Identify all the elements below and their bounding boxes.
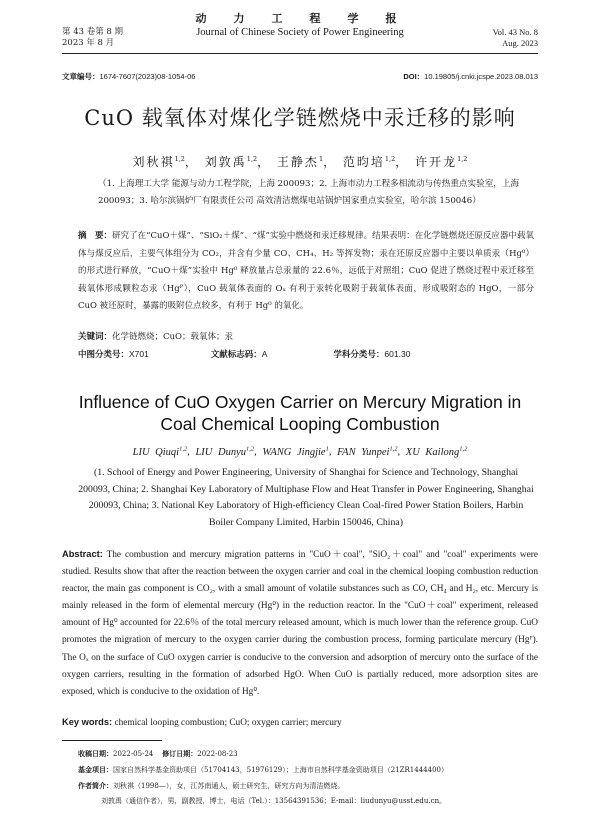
keywords-cn: [78, 330, 233, 342]
author-en: XU Kailong$^{1,2}$: [405, 445, 468, 458]
abstract-cn-text: 研究了在“CuO＋煤”、“SiO₂＋煤”、“煤”实验中燃烧和汞迁移规律。结果表明：在化学链燃烧还原反应器中载氧体与煤反应后，主要气体组分为 CO₂，并含有少量 CO、CH₄、H₂ 等挥发物；汞在还原反应器中主要以单质汞（Hg⁰）的形式进行释放，“CuO＋煤”实验中 Hg⁰ 释放量占总汞量的 22.6％，远低于对照组；CuO 促进了燃烧过程中汞迁移至载氧体形成颗粒态汞（Hgᴾ），CuO 载氧体表面的 Oₓ 有利于汞转化吸附于载氧体表面，形成吸附态的 HgO，一部分 CuO 被还原时，暴露的吸附位点较多，有利于 Hg⁰ 的氧化。: [78, 231, 534, 312]
received-date: 2022-05-24: [113, 750, 154, 758]
author-cn: 许开龙$^{1,2}$: [415, 155, 468, 169]
header-volume-en: [493, 27, 538, 49]
author-en: WANG Jingjie$^1$: [262, 445, 329, 458]
bio-label: 作者简介：: [78, 781, 113, 790]
author-cn: 王静杰$^1$: [276, 155, 324, 169]
article-number-value: 1674-7607(2023)08-1054-06: [99, 72, 196, 81]
keywords-en: [62, 717, 342, 728]
header-volume-cn-text: 第 43 卷第 8 期: [62, 27, 124, 37]
author-en: LIU Qiuqi$^{1,2}$: [132, 445, 188, 458]
fund-text: 国家自然科学基金资助项目（51704143，51976129）；上海市自然科学基金资助项目（21ZR1444400）: [113, 766, 448, 774]
title-en: [0, 391, 600, 435]
affiliation-en: (1. School of Energy and Power Engineering, University of Shanghai for Science and Technology, Shanghai 200093, China; 2. Shanghai Key Laboratory of Multiphase Flow and Heat Transfer in Power Engineering, Shanghai 200093, China; 3. National Key Laboratory of High-efficiency Clean Coal-fired Power Station Boilers, Harbin Boiler Company Limited, Harbin 150046, China): [78, 467, 534, 528]
journal-title-en: Journal of Chinese Society of Power Engineering: [196, 27, 404, 38]
clc-label: 中图分类号：: [78, 350, 130, 360]
header-date-en: Aug. 2023: [502, 38, 538, 48]
subject-code-value: 601.30: [384, 349, 411, 359]
doi: [403, 71, 538, 82]
revised-label: 修订日期：: [162, 749, 198, 758]
author-cn: 刘秋祺$^{1,2}$: [132, 155, 185, 169]
header-divider: [62, 53, 538, 54]
footnotes: [78, 746, 538, 809]
clc-value: X701: [129, 349, 149, 359]
doi-value: 10.19805/j.cnki.jcspe.2023.08.013: [424, 72, 538, 81]
dates-line: [78, 746, 538, 762]
corresponding-author-line: 刘敦禹（通信作者），男，副教授，博士，电话（Tel.）：13564391536；E-mail：liudunyu@usst.edu.cn。: [101, 797, 447, 805]
title-cn: CuO 载氧体对煤化学链燃烧中汞迁移的影响: [84, 106, 516, 130]
abstract-en-label: Abstract:: [62, 549, 103, 559]
article-number: [62, 71, 195, 82]
fund-line: [78, 762, 538, 778]
footnote-divider: [62, 740, 162, 741]
author-en: LIU Dunyu$^{1,2}$: [195, 445, 255, 458]
keywords-en-label: Key words:: [62, 717, 113, 727]
author-cn: 刘敦禹$^{1,2}$: [204, 155, 258, 169]
header-date-cn: 2023 年 8 月: [62, 38, 115, 48]
title-en-line: Coal Chemical Looping Combustion: [160, 414, 440, 434]
authors-en: LIU Qiuqi$^{1,2}$, LIU Dunyu$^{1,2}$, WANG Jingjie$^1$, FAN Yunpei$^{1,2}$, XU Kailong$^{1,2}$: [132, 445, 468, 458]
author-en: FAN Yunpei$^{1,2}$: [337, 445, 398, 458]
article-number-label: 文章编号：: [62, 72, 100, 81]
doc-code-value: A: [261, 349, 268, 359]
keywords-cn-text: 化学链燃烧；CuO；载氧体；汞: [112, 332, 233, 342]
keywords-cn-label: 关键词：: [78, 332, 113, 342]
doc-code-label: 文献标志码：: [210, 350, 262, 360]
bio-text: 刘秋祺（1998—），女，江苏南通人，硕士研究生，研究方向为清洁燃烧。: [113, 782, 345, 790]
abstract-en: [62, 546, 538, 701]
journal-title-cn: 动 力 工 程 学 报: [195, 12, 405, 25]
fund-label: 基金项目：: [78, 765, 113, 774]
author-cn: 范昀培$^{1,2}$: [342, 155, 396, 169]
abstract-cn: [78, 228, 534, 316]
bio-line: [78, 778, 538, 794]
title-en-line: Influence of CuO Oxygen Carrier on Mercury Migration in: [78, 392, 522, 412]
affiliation-cn: （1. 上海理工大学 能源与动力工程学院，上海 200093；2. 上海市动力工程多相流动与传热重点实验室，上海 200093；3. 哈尔滨锅炉厂有限责任公司 高效清洁燃煤电站锅炉国家重点实验室，哈尔滨 150046）: [98, 179, 520, 206]
received-label: 收稿日期：: [78, 749, 113, 758]
header-volume-en-text: Vol. 43 No. 8: [492, 27, 538, 37]
subject-code-label: 学科分类号：: [333, 350, 385, 360]
doi-label: DOI：: [403, 72, 425, 81]
classification-row: [78, 348, 410, 360]
revised-date: 2022-08-23: [197, 750, 238, 758]
keywords-en-text: chemical looping combustion; CuO; oxygen carrier; mercury: [114, 718, 342, 728]
abstract-en-text: The combustion and mercury migration patterns in "CuO＋coal", "SiO₂＋coal" and "coal" experiments were studied. Results show that after the reaction between the oxygen carrier and coal in the chemical looping combustion reduction reactor, the main gas component is CO₂, with a small amount of volatile substances such as CO, CH₄ and H₂, etc. Mercury is mainly released in the form of elemental mercury (Hg⁰) in the reduction reactor. In the "CuO＋coal" experiment, released amount of Hg⁰ accounted for 22.6％ of the total mercury released amount, which is much lower than the reference group. CuO promotes the migration of mercury to the oxygen carrier during the combustion process, forming particulate mercury (Hgᴾ). The Oₓ on the surface of CuO oxygen carrier is conducive to the conversion and adsorption of mercury onto the surface of the oxygen carriers, resulting in the formation of adsorbed HgO. When CuO is partially reduced, more adsorption sites are exposed, which is conducive to the oxidation of Hg⁰.: [62, 550, 538, 697]
abstract-cn-label: 摘 要：: [78, 231, 113, 241]
authors-cn: 刘秋祺$^{1,2}$， 刘敦禹$^{1,2}$， 王静杰$^1$， 范昀培$^{1,2}$， 许开龙$^{1,2}$: [132, 155, 468, 169]
